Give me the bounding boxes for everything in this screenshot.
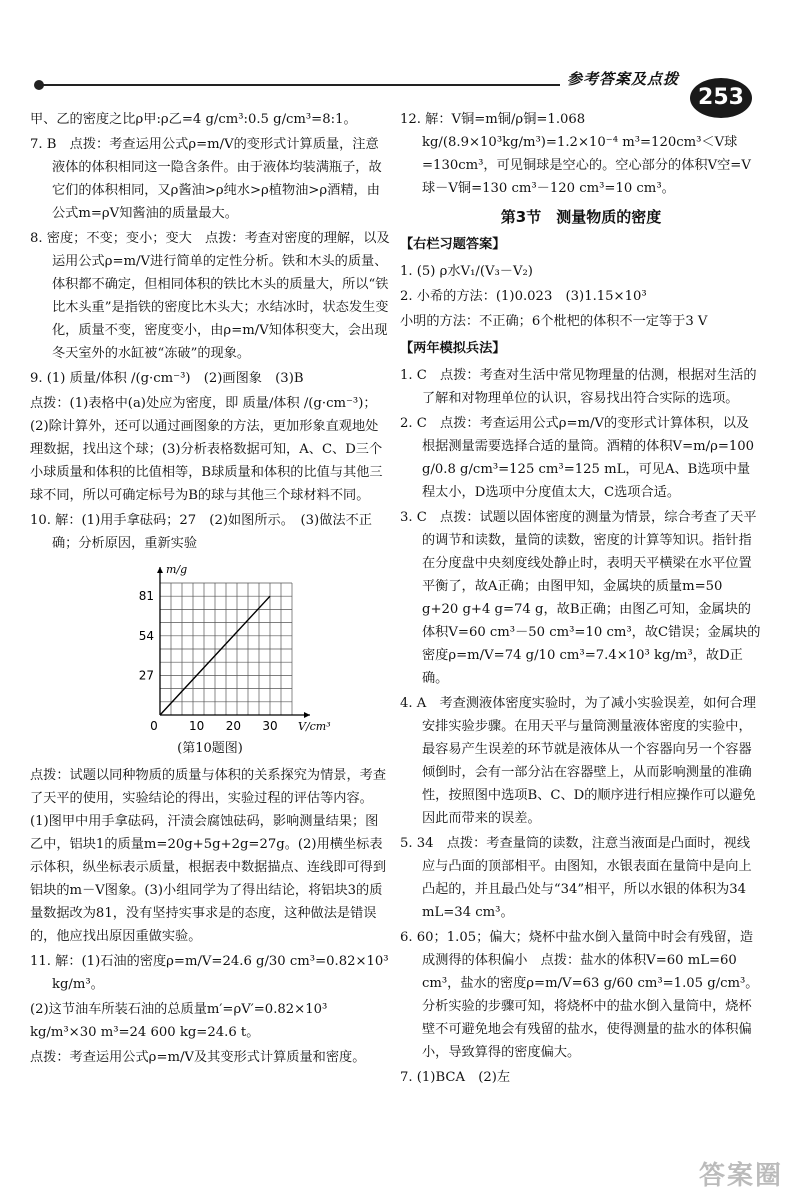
answer-11-hint: 点拨：考查运用公式ρ=m/V及其变形式计算质量和密度。 xyxy=(30,1050,366,1065)
y-tick-label: 27 xyxy=(138,668,154,683)
y-axis-label: m/g xyxy=(166,563,188,576)
right-column xyxy=(400,108,762,1091)
m-answer-1: 1. C 点拨：考查对生活中常见物理量的估测，根据对生活的了解和对物理单位的认识，容易找出符合实际的选项。 xyxy=(400,368,757,406)
m-answer-6: 6. 60；1.05；偏大；烧杯中盐水倒入量筒中时会有残留，造成测得的体积偏小 点拨：盐水的体积V=60 mL=60 cm³，盐水的密度ρ=m/V=63 g/60 cm³=1.05 g/cm³。分析实验的步骤可知，将烧杯中的盐水倒入量筒中，烧杯壁不可避免地会有残留的盐水，使得测量的盐水的体积偏小，导致算得的密度偏大。 xyxy=(400,930,759,1060)
y-tick-label: 54 xyxy=(138,628,154,643)
answer-10: 10. 解：(1)用手拿砝码；27 (2)如图所示。 (3)做法不正确；分析原因，重新实验 xyxy=(30,513,372,551)
m-answer-4: 4. A 考查测液体密度实验时，为了减小实验误差，如何合理安排实验步骤。在用天平与量筒测量液体密度的实验中，最容易产生误差的环节就是液体从一个容器向另一个容器倾倒时，会有一部分沾在容器壁上，从而影响测量的准确性，按照图中选项B、C、D的顺序进行相应操作可以避免因此而带来的误差。 xyxy=(400,696,756,826)
answer-12: 12. 解：V铜=m铜/ρ铜=1.068 kg/(8.9×10³kg/m³)=1.2×10⁻⁴ m³=120cm³＜V球=130cm³，可见铜球是空心的。空心部分的体积V空=V球－V铜=130 cm³－120 cm³=10 cm³。 xyxy=(400,112,751,196)
answer-11: 11. 解：(1)石油的密度ρ=m/V=24.6 g/30 cm³=0.82×10³ kg/m³。 xyxy=(30,954,389,992)
section-title: 第3节 测量物质的密度 xyxy=(500,208,662,226)
answer-10-hint: 点拨：试题以同种物质的质量与体积的关系探究为情景，考查了天平的使用，实验结论的得出，实验过程的评估等内容。(1)图甲中用手拿砝码，汗渍会腐蚀砝码，影响测量结果；图乙中，铝块1的质量m=20g+5g+2g=27g。(2)用横坐标表示体积，纵坐标表示质量，根据表中数据描点、连线即可得到铝块的m－V图象。(3)小组同学为了得出结论，将铝块3的质量数据改为81，没有坚持实事求是的态度，这种做法是错误的，他应找出原因重做实验。 xyxy=(30,768,387,944)
x-tick-label: 30 xyxy=(262,719,278,733)
header-rule xyxy=(40,84,560,86)
y-tick-label: 81 xyxy=(138,589,154,604)
left-column xyxy=(30,108,390,1071)
section-tag-mock: 【两年模拟兵法】 xyxy=(400,341,506,356)
r-answer-1: 1. (5) ρ水V₁/(V₃－V₂) xyxy=(400,264,533,279)
page-number: 253 xyxy=(690,78,752,118)
x-axis-label: V/cm³ xyxy=(298,720,331,733)
x-tick-label: 0 xyxy=(150,719,158,733)
answer-7: 7. B 点拨：考查运用公式ρ=m/V的变形式计算质量，注意液体的体积相同这一隐含条件。由于液体均装满瓶子，故它们的体积相同，又ρ酱油>ρ纯水>ρ植物油>ρ酒精，由公式m=ρV知酱油的质量最大。 xyxy=(30,137,382,221)
watermark-logo: 答案圈 xyxy=(698,1161,783,1191)
x-tick-label: 10 xyxy=(189,719,205,733)
r-answer-2: 2. 小希的方法：(1)0.023 (3)1.15×10³ xyxy=(400,289,647,304)
section-tag-right: 【右栏习题答案】 xyxy=(400,237,506,252)
answer-paragraph: 甲、乙的密度之比ρ甲:ρ乙=4 g/cm³:0.5 g/cm³=8:1。 xyxy=(30,112,357,127)
answer-11-part2: (2)这节油车所装石油的总质量m′=ρV′=0.82×10³ kg/m³×30 m³=24 600 kg=24.6 t。 xyxy=(30,1002,328,1040)
answer-9-hint: 点拨：(1)表格中(a)处应为密度，即 质量/体积 /(g·cm⁻³)；(2)除计算外，还可以通过画图象的方法，更加形象直观地处理数据，找出这个球；(3)分析表格数据可知，A、C、D三个小球质量和体积的比值相等，B球质量和体积的比值与其他三球不同，所以可确定标号为B的球与其他三个球材料不同。 xyxy=(30,396,383,503)
m-answer-5: 5. 34 点拨：考查量筒的读数，注意当液面是凸面时，视线应与凸面的顶部相平。由图知，水银表面在量筒中是向上凸起的，并且最凸处与“34”相平，所以水银的体积为34 mL=34 cm³。 xyxy=(400,836,752,920)
chart-svg xyxy=(30,557,390,737)
figure-caption: (第10题图) xyxy=(177,741,243,756)
answer-9: 9. (1) 质量/体积 /(g·cm⁻³) (2)画图象 (3)B xyxy=(30,371,304,386)
x-tick-label: 20 xyxy=(225,719,241,733)
x-axis-arrow xyxy=(304,712,310,718)
m-answer-2: 2. C 点拨：考查运用公式ρ=m/V的变形式计算体积，以及根据测量需要选择合适的量筒。酒精的体积V=m/ρ=100 g/0.8 g/cm³=125 cm³=125 mL，可见A、B选项中量程太小，D选项中分度值太大，C选项合适。 xyxy=(400,416,755,500)
header-title: 参考答案及点拨 xyxy=(567,70,680,88)
figure-10-chart xyxy=(30,557,390,737)
r-answer-2b: 小明的方法：不正确；6个枇杷的体积不一定等于3 V xyxy=(400,314,708,329)
y-axis-arrow xyxy=(157,567,163,573)
m-answer-3: 3. C 点拨：试题以固体密度的测量为情景，综合考查了天平的调节和读数，量筒的读数，密度的计算等知识。指针指在分度盘中央刻度线处静止时，表明天平横梁在水平位置平衡了，故A正确；由图甲知，金属块的质量m=50 g+20 g+4 g=74 g，故B正确；由图乙可知，金属块的体积V=60 cm³－50 cm³=10 cm³，故C错误；金属块的密度ρ=m/V=74 g/10 cm³=7.4×10³ kg/m³，故D正确。 xyxy=(400,510,761,686)
answer-8: 8. 密度；不变；变小；变大 点拨：考查对密度的理解，以及运用公式ρ=m/V进行简单的定性分析。铁和木头的质量、体积都不确定，但相同体积的铁比木头的质量大，所以“铁比木头重”是指铁的密度比木头大；水结冰时，状态发生变化，质量不变，密度变小，由ρ=m/V知体积变大，会出现冬天室外的水缸被“冻破”的现象。 xyxy=(30,231,390,361)
m-answer-7: 7. (1)BCA (2)左 xyxy=(400,1070,511,1085)
